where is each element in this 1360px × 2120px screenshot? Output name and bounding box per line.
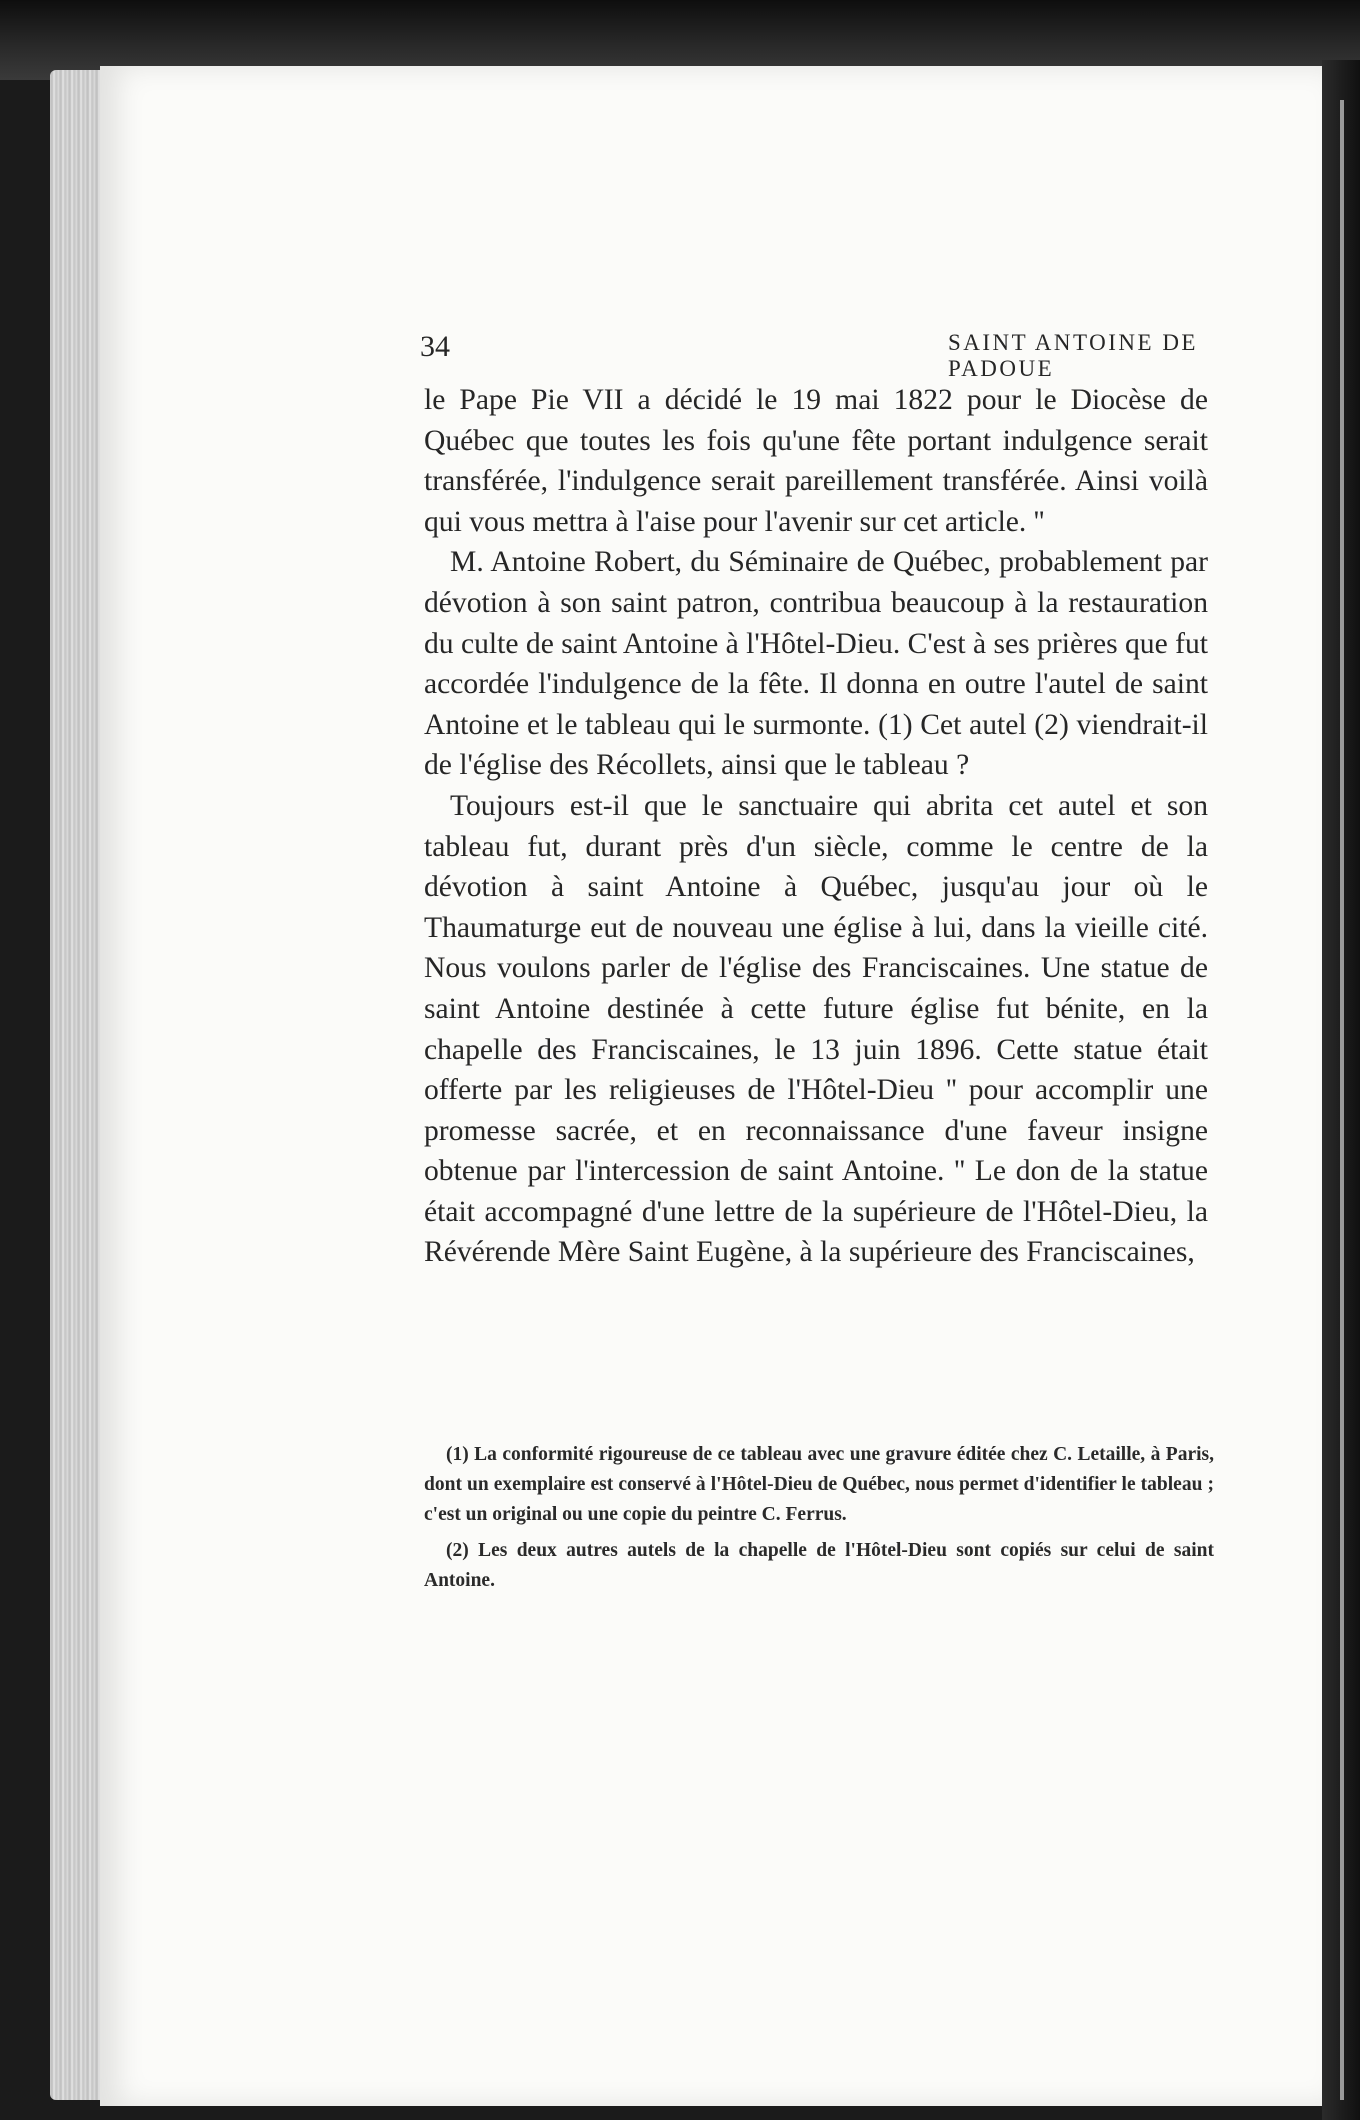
page-content: [328, 318, 1214, 1591]
footnotes: [424, 1440, 1214, 1602]
paragraph-1: le Pape Pie VII a décidé le 19 mai 1822 pour le Diocèse de Québec que toutes les fois qu'une fête portant indulgence serait transférée, l'indulgence serait pareillement transférée. Ainsi voilà qui vous mettra à l'aise pour l'avenir sur cet article. '': [424, 384, 1208, 538]
footnote-2: (2) Les deux autres autels de la chapelle de l'Hôtel-Dieu sont copiés sur celui de saint Antoine.: [424, 1540, 1214, 1591]
paragraph-2: M. Antoine Robert, du Séminaire de Québec, probablement par dévotion à son saint patron, contribua beaucoup à la restauration du culte de saint Antoine à l'Hôtel-Dieu. C'est à ses prières que fut accordée l'indulgence de la fête. Il donna en outre l'autel de saint Antoine et le tableau qui le surmonte. (1) Cet autel (2) viendrait-il de l'église des Récollets, ainsi que le tableau ?: [424, 546, 1209, 782]
scan-background-right: [1322, 60, 1360, 2120]
running-head: [328, 318, 1210, 381]
footnote-1: (1) La conformité rigoureuse de ce tableau avec une gravure éditée chez C. Letaille, à Paris, dont un exemplaire est conservé à l'Hôtel-Dieu de Québec, nous permet d'identifier le tableau ; c'est un original ou une copie du peintre C. Ferrus.: [424, 1444, 1214, 1525]
page-number: 34: [420, 330, 450, 363]
body-text: [424, 380, 1208, 1273]
paragraph-3: Toujours est-il que le sanctuaire qui abrita cet autel et son tableau fut, durant près d'un siècle, comme le centre de la dévotion à saint Antoine à Québec, jusqu'au jour où le Thaumaturge eut de nouveau une église à lui, dans la vieille cité. Nous voulons parler de l'église des Franciscaines. Une statue de saint Antoine destinée à cette future église fut bénite, en la chapelle des Franciscaines, le 13 juin 1896. Cette statue était offerte par les religieuses de l'Hôtel-Dieu '' pour accomplir une promesse sacrée, et en reconnaissance d'une faveur insigne obtenue par l'intercession de saint Antoine. '' Le don de la statue était accompagné d'une lettre de la supérieure de l'Hôtel-Dieu, la Révérende Mère Saint Eugène, à la supérieure des Franciscaines,: [424, 789, 1208, 1269]
next-page-edge: [1340, 100, 1344, 2100]
running-title: SAINT ANTOINE DE PADOUE: [948, 330, 1198, 381]
